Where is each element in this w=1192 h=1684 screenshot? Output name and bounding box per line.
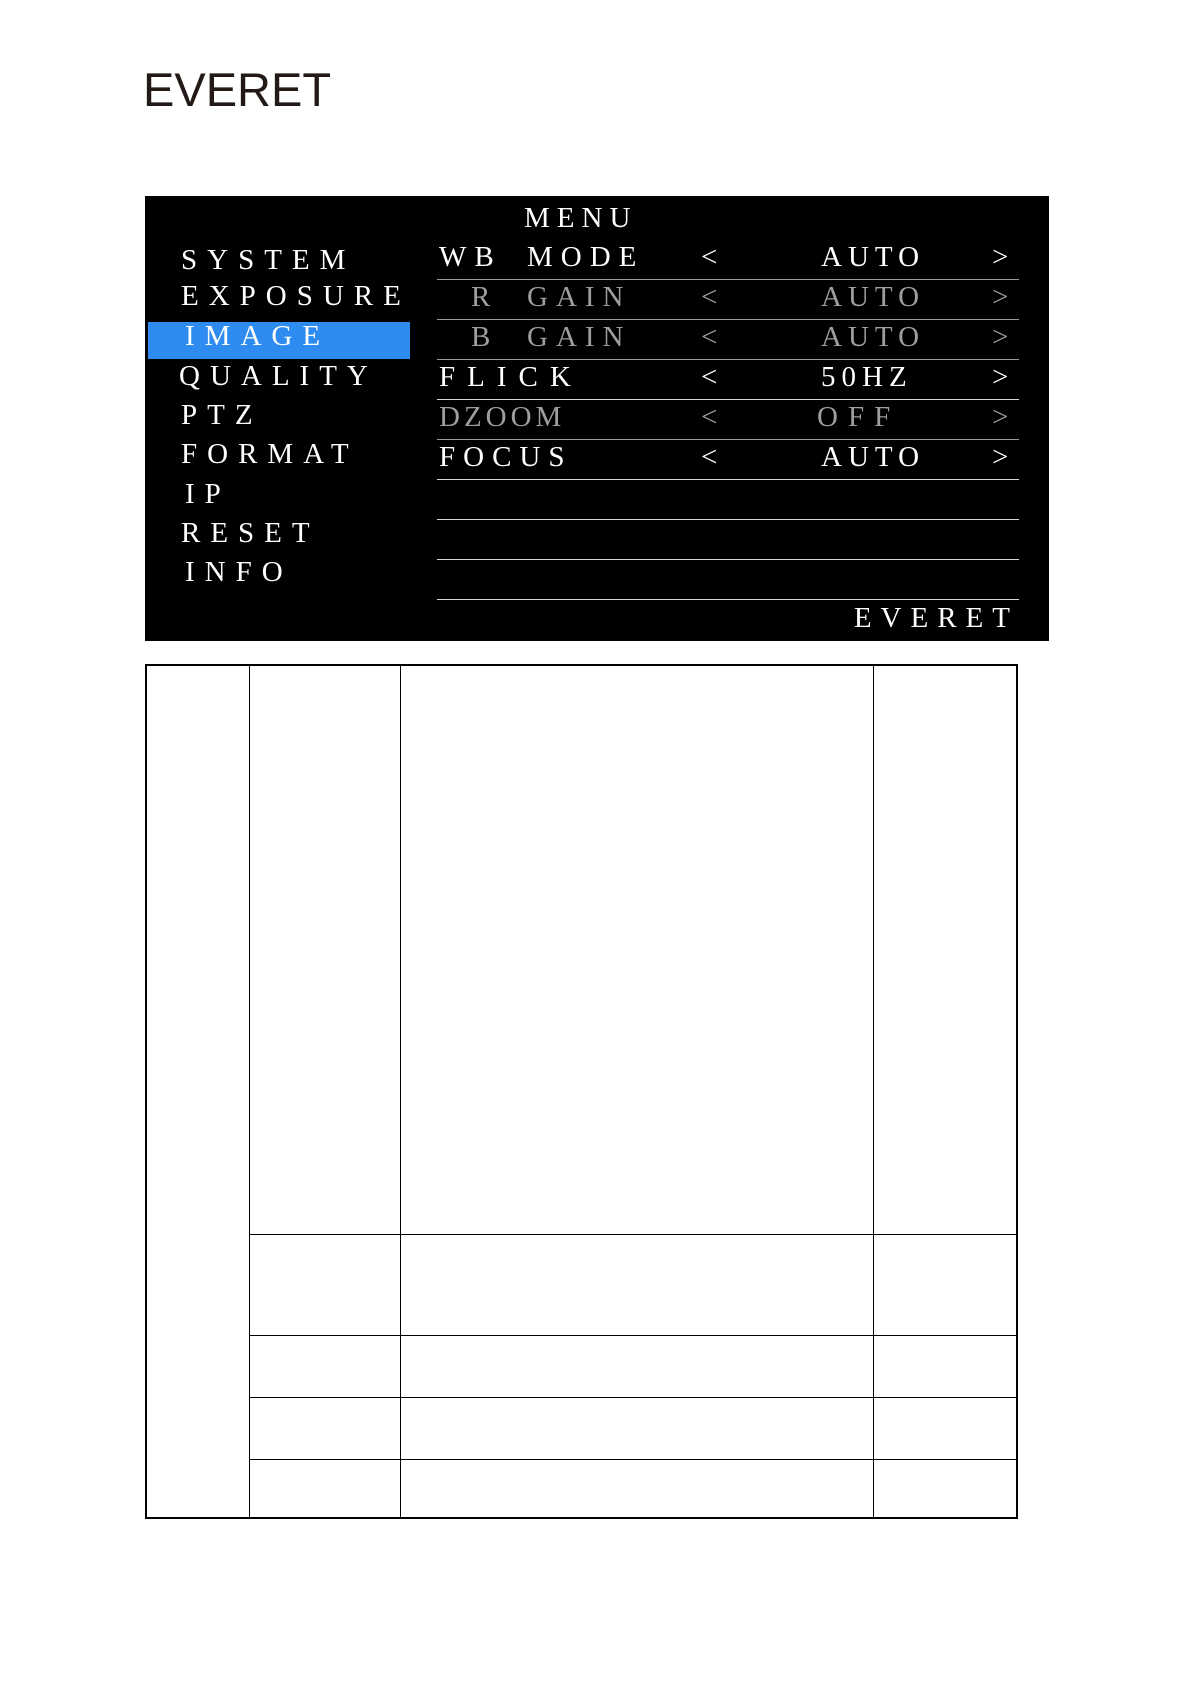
menu-item-image[interactable]: IMAGE	[185, 320, 331, 352]
description-table	[145, 664, 1018, 1519]
table-divider	[249, 1459, 1016, 1460]
increase-arrow-icon[interactable]: >	[992, 281, 1009, 313]
table-divider	[400, 666, 401, 1517]
everet-logo: EVERET	[143, 63, 332, 116]
increase-arrow-icon[interactable]: >	[992, 321, 1009, 353]
decrease-arrow-icon[interactable]: <	[701, 361, 718, 393]
table-divider	[249, 1335, 1016, 1336]
menu-item-system[interactable]: SYSTEM	[181, 244, 356, 276]
decrease-arrow-icon[interactable]: <	[701, 321, 718, 353]
setting-label: FLICK	[439, 361, 583, 393]
setting-value: AUTO	[821, 321, 926, 353]
menu-item-format[interactable]: FORMAT	[181, 438, 359, 470]
setting-label: R	[471, 281, 499, 313]
setting-value: 50HZ	[821, 361, 913, 393]
empty-setting-row	[437, 480, 1019, 520]
setting-value: AUTO	[821, 241, 926, 273]
table-divider	[249, 1234, 1016, 1235]
menu-item-exposure[interactable]: EXPOSURE	[181, 280, 411, 312]
setting-label: WB	[439, 241, 502, 273]
menu-item-reset[interactable]: RESET	[181, 517, 320, 549]
setting-label: FOCUS	[439, 441, 573, 473]
setting-value: OFF	[817, 401, 901, 433]
increase-arrow-icon[interactable]: >	[992, 241, 1009, 273]
osd-title: MENU	[524, 202, 638, 234]
increase-arrow-icon[interactable]: >	[992, 441, 1009, 473]
table-divider	[873, 666, 874, 1517]
menu-item-quality[interactable]: QUALITY	[179, 360, 378, 392]
menu-item-ptz[interactable]: PTZ	[181, 399, 263, 431]
decrease-arrow-icon[interactable]: <	[701, 441, 718, 473]
setting-row-flick[interactable]	[437, 360, 1019, 400]
decrease-arrow-icon[interactable]: <	[701, 401, 718, 433]
empty-setting-row	[437, 560, 1019, 600]
setting-label: DZOOM	[439, 401, 566, 433]
osd-menu-screen	[145, 196, 1049, 641]
table-divider	[249, 666, 250, 1517]
setting-row-b-gain[interactable]	[437, 320, 1019, 360]
setting-row-wb-mode[interactable]	[437, 240, 1019, 280]
increase-arrow-icon[interactable]: >	[992, 361, 1009, 393]
setting-value: AUTO	[821, 281, 926, 313]
setting-label-secondary: MODE	[527, 241, 645, 273]
menu-item-ip[interactable]: IP	[185, 478, 231, 510]
setting-row-focus[interactable]	[437, 440, 1019, 480]
setting-label-secondary: GAIN	[527, 281, 632, 313]
menu-item-info[interactable]: INFO	[185, 556, 293, 588]
decrease-arrow-icon[interactable]: <	[701, 241, 718, 273]
table-divider	[249, 1397, 1016, 1398]
setting-label: B	[471, 321, 499, 353]
osd-brand-label: EVERET	[853, 602, 1019, 634]
setting-label-secondary: GAIN	[527, 321, 632, 353]
empty-setting-row	[437, 520, 1019, 560]
setting-value: AUTO	[821, 441, 926, 473]
setting-row-r-gain[interactable]	[437, 280, 1019, 320]
increase-arrow-icon[interactable]: >	[992, 401, 1009, 433]
decrease-arrow-icon[interactable]: <	[701, 281, 718, 313]
setting-row-dzoom[interactable]	[437, 400, 1019, 440]
